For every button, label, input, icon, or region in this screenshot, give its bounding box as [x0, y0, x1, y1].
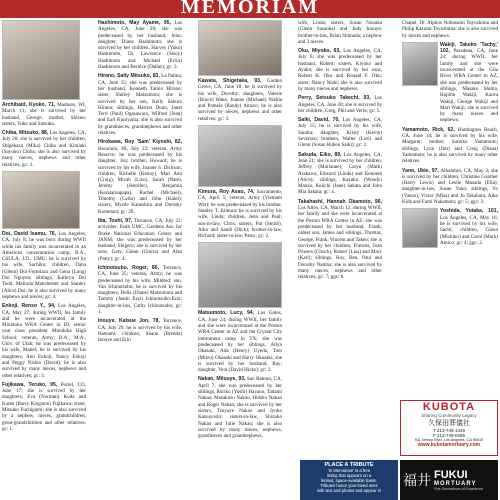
obituary-entry-with-photo	[402, 208, 498, 250]
obituary-column-3	[198, 20, 282, 442]
portrait-photo	[2, 20, 80, 100]
fukui-kanji: 福井	[403, 473, 431, 489]
obituary-text: Los Angeles, CA, June 21; she is survived by her children, Jeffrey (Marianne), Caryn (Mark) Arakawa, Edward (Linda) and Kenneth (Alice); siblings, Kazuko (Woody) Manzo, Keiichi (Jane) Sakata and John Mia Sakata; gc: 4.	[298, 151, 382, 196]
tribute-line: listing that appears on a	[326, 473, 372, 478]
obituary-entry	[440, 42, 498, 124]
kubota-address: 911 Venice Blvd. Los Angeles, CA 90015	[414, 438, 484, 442]
obituary-entry	[98, 139, 182, 215]
obituary-text: Madison, WI, March 11; she is survived by her husband, George; mother, Shizue; sisters, Yuko and Satsuko.	[2, 102, 86, 127]
kubota-brand: KUBOTA	[422, 401, 476, 413]
obituary-text: Torrance, CA, July 22; activities: Faith UMC, Gardena Ass. for Brake National Education Center and JANM; she was predeceased by her husband, Shigeru; she is survived by her sons, Gary, Glenn (Gloria) and Alan (Patty); gc: 4.	[98, 217, 182, 262]
obituary-text: Los Angeles, CA, June 28; she was predeceased by her husband, John; daughter, Diane Hashimoto; she is survived by her children, Harvey (Yuko) Hashimoto, Dr. Lawrence (Stacy) Hashimoto and Michael (Erica) Hashimoto and Bernice (Dallas); gc: 3.	[98, 20, 182, 71]
tribute-title: PLACE A TRIBUTE	[324, 462, 374, 468]
obituary-entry	[2, 102, 86, 127]
obituary-text: Los Gatos, CA, June 24; during WWII, her family and she were incarcerated at the Poston WRA Center in AZ and the Crystal City internment camp in TX; she was predeceased by her siblings, Allyn Okasaki, Ada (Henry) Uyeda, Tom (Mitzu) Okasaki and Harry Okasaki; she is survived by her husband, Ray; daughter, Vera (David Hicks); gc: 2.	[198, 310, 282, 374]
kubota-phone: T 213-749-1449	[433, 428, 465, 433]
obituary-entry	[298, 95, 382, 114]
obituary-entry	[402, 168, 498, 206]
kubota-fax: F 213-749-0265	[432, 433, 466, 438]
obituary-text: Honolulu, HI, July 22; veteran, Army Reserve; he was predeceased by his daughter, Jon; brother, Howard; he is survived by his wife, Joanne S. Dickson; children, Richelle (Kenny), Mari Ann (Craig), Micah (Lizo), Sarah (Nate), Jeremy (Jennifer), Benjamin (Keralarnapapa), Rachel (Michael), Timothy (Carla) and John (Kalei); sisters, Myrtle Kaneshiro and Dorothy Kometani; gc: 28.	[98, 145, 182, 215]
obituary-entry	[198, 376, 282, 439]
fukui-tagline: Five Generations of Experience	[434, 486, 484, 491]
obituary-name: Ichinotsubo, Roger, 86,	[98, 264, 160, 271]
obituary-name: Wakiji, Takeko 'Tachy,' 102,	[440, 41, 498, 55]
tribute-line: 'In Memoriam' is a free	[327, 468, 371, 473]
obituary-name: Archibald, Kyoko, 71,	[2, 102, 56, 108]
obituary-name: Fujikawa, Teruko, 95,	[2, 381, 58, 388]
portrait-photo	[198, 20, 282, 76]
obituary-entry	[98, 265, 182, 315]
obituary-entry	[198, 78, 282, 122]
obituary-name: Hirokawa, Roy 'Sam' Kiyoshi, 82,	[98, 139, 182, 146]
obituary-text: Sacramento, CA, April 5; veteran, Army (Vietnam War); he was predeceased by his brother, Stanley T. Kimura; he is survived by his wife, Linda; children, Jenn and Paul; son-in-law, Chris; sisters, Pat (Smith), Aiko and Sandi (Dick); brother-in-law, Richard; sister-in-law, Patsy; gc: 2.	[198, 189, 282, 240]
masthead-title: MEMORIAM	[180, 0, 320, 18]
obituary-name: Yamamoto, Rick, 62,	[402, 126, 455, 133]
obituary-entry	[298, 117, 382, 148]
obituary-text: San Ramon, CA, April 7; she was predeceased by her siblings, Ruriko (Yoshi) Hayano, Tadami Nakao, Masakazu Nakao, Hidsko Nakao and Roger Nakao; she is survived by her sisters, Tsuyaye Nakao and Iyoko Katsuyoshi; sisters-in-law, Shizuko Nakao and Julie Nakao; she is also survived by many nieces, nephews, grandnieces and grandnephews.	[198, 376, 282, 440]
kubota-tagline: Sharing Community Legacy	[421, 413, 477, 418]
obituary-text: Torrance, CA, July 29; he is survived by his wife, Hatsumi; children, Shaun (Brenda) Inouye and Erin	[98, 318, 182, 344]
obituary-name: Matsumoto, Lucy, 94,	[198, 310, 255, 317]
obituary-name: Hashimoto, May Ayame, 95,	[98, 20, 171, 26]
tribute-line: with text and photos and appear in	[316, 488, 382, 493]
portrait-photo	[198, 125, 282, 187]
obituary-entry	[98, 20, 182, 70]
obituary-name: Oku, Miyoko, 93,	[298, 48, 341, 55]
obituary-name: Saiki, David, 70,	[298, 117, 340, 124]
obituary-name: Enkoji, Renso Y., 94,	[2, 303, 56, 310]
obituary-text: Los Angeles, CA, May 16; he is survived by his wife, Sachi; children, Glenn (Michiko) and Carol (Mark) Amico; gc: 4; ggc: 2.	[440, 214, 498, 246]
obituary-text: Los Angeles, CA, July 8; he was born during WWII while his family was incarcerated in an American concentration camp; B.A., CSULA, J.D., UMU; he is survived by his wife, Sachiko; children, Dana (Glenn) Doi-Fortolazo and Gena (Long) Doi Nguyen; siblings, Kathryn Doi Todd, Melinda Manchester and Stanley (Alice) Doi; he is also survived by many nephews and nieces; gc: 4.	[2, 230, 86, 300]
obituary-entry	[402, 20, 498, 39]
obituary-name: Doi, David Isamu, 76,	[2, 230, 57, 237]
obituary-text: Los Angeles, CA, May 27; during WWII, his family and he were incarcerated at the Minidoka WRA Center in ID; senior year class president Minidoka High School; veteran, Army; B.A., M.A., Univ. of Utah; he was predeceased by his wife, Mabel; he is survived by his daughters, Ann Enkoji, Nancy Enkoji and Peggy Nishio (David); he is also survived by many nieces, nephews and other relatives; gc: 3.	[2, 303, 86, 379]
obituary-entry	[98, 73, 182, 136]
obituary-entry	[2, 130, 86, 168]
obituary-entry	[2, 382, 86, 432]
masthead-banner	[0, 0, 500, 18]
obituary-text: Portel, CO, June 17; she is survived by her daughters, Eva (Norman) Koda and Karen (Barry Kingston) Fujikawa; sister, Mitsuko Fuchigami; she is also survived by a nephew, nieces, grandchildren, great-grandchildren and other relatives; gc: 1.	[2, 381, 86, 432]
fukui-subtitle: MORTUARY	[434, 480, 477, 487]
obituary-column-5	[402, 20, 498, 250]
obituary-name: Yano, Ukie, 97,	[402, 167, 439, 174]
tribute-line: limited, space-available basis.	[321, 478, 377, 483]
obituary-text: Pasadena, CA, June 24; during WWII, her family and she were incarcerated at the Gila River WRA Center in AZ; she was predeceased by her siblings, Masako Shima, Hajime Wakiji, Kaoru Wakiji, George Wakiji and Mari Wakiji; she is survived by many nieces and nephews.	[440, 48, 498, 124]
obituary-text: Alhambra, CA, May 3; she is survived by her children, Christine Gunther (Harry Lewis) and Leslie Masada (Ella); daughter-in-law, Susan Yano; siblings, Yo (Yasuo), Victor (Misa) and Jo Takahara, Aiko Kida and Fumi Nakamoto; gc: 5; ggc: 3.	[402, 167, 498, 206]
obituary-name: Perry, Setsuko Takechi, 93,	[298, 95, 371, 102]
obituary-entry	[198, 189, 282, 239]
obituary-text: Los Angeles, CA, July 6; she was predeceased by her husband, Robert; sisters, Kiyoko and Ayako; she is survived by her sons, Robert K. Oku and Ronald F. Oku; sister, Nancy Nishi; she is also survived by many nieces and nephews.	[298, 48, 382, 92]
obituary-entry	[298, 20, 382, 45]
obituary-name: Nakao, Mitsuye, 93,	[198, 376, 246, 383]
fukui-mortuary-ad	[400, 460, 498, 500]
fukui-brand: FUKUI	[434, 468, 468, 481]
obituary-entry-with-photo	[402, 42, 498, 127]
portrait-photo	[402, 208, 438, 248]
obituary-name: Yoshida, Yutaka, 101,	[440, 208, 498, 215]
obituary-text: Chapel, Dr. Alphos Nobusumi Toyoshima and Philip Kazumi Toyoshima; she is also survived by nieces and nephews.	[402, 20, 498, 39]
kubota-mortuary-ad	[400, 400, 498, 456]
obituary-name: Inouye, Katsue Jon, 78,	[98, 318, 160, 325]
obituary-text: Los Altos, CA, March 12; during WWII, her family and she were incarcerated at the Poston WRA Center in AZ; she was predeceased by her husband, Frank; oldest son, James and siblings, Thomas, George, Frank, Vincent and Takeo; she is survived by her children, Frances, Joan Powers (Chuck), Robert (Lisa) and Mary (Karl); siblings, Roy, Ben, Paul and Dorothy Namba; she is also survived by many nieces, nephews and other relatives; gc: 7; ggc: 6.	[298, 205, 382, 281]
obituary-entry	[2, 303, 86, 379]
obituary-name: Sakuda, Eiko, 89,	[298, 151, 342, 158]
obituary-entry	[298, 199, 382, 281]
obituary-entry	[440, 208, 498, 247]
obituary-name: Takahashi, Hannah Okamoto, 96,	[298, 198, 382, 205]
obituary-entry	[298, 152, 382, 196]
obituary-name: Kawata, Shigetaka, 93,	[198, 78, 262, 84]
portrait-photo	[2, 171, 80, 229]
obituary-text: Huntington Beach, CA, June 14; he is survived by his wife, Margaret; mother, Sumiko Yamamoto; siblings, Lynn (Jim) and Craig (Diana) Yamamoto; he is also survived by many other relatives.	[402, 126, 498, 165]
obituary-name: Iba, Toshi, 97,	[98, 217, 133, 224]
place-tribute-ad	[300, 460, 398, 500]
obituary-entry	[298, 48, 382, 92]
obituary-column-2	[98, 20, 182, 347]
obituary-name: Hirano, Sally Mitsuko, 83,	[98, 73, 160, 80]
obituary-text: Torrance, CA, June 25; veteran, Army; he was predeceased by his wife, Mildred; son, Van Ichinotsubo; he is survived by his daughters, Della (Diane) Matsumura and Tammy (Justin Ezzi) Ichinotsubo-Ezzi; daughter-in-law, Cathy Ichinotsubo; gc: 1.	[98, 264, 182, 316]
obituary-name: Chiba, Mitsuko, 88,	[2, 130, 49, 137]
obituary-text: wife, Linda; sisters, Susan Nonaka (Glenn Sasaoka) and Judy Inouye; brother-in-law, Brian Shimada; a nephew and 3 nieces.	[298, 20, 383, 45]
kubota-kanji: 久保田葬儀社	[428, 420, 470, 427]
obituary-column-4	[298, 20, 382, 284]
obituary-entry	[98, 218, 182, 262]
kubota-website: www.kubotamortuary.com	[417, 442, 481, 448]
obituary-column-1	[2, 20, 86, 435]
tribute-line: Tributes honor your loved ones	[320, 483, 378, 488]
portrait-photo	[402, 42, 438, 86]
obituary-entry	[198, 310, 282, 373]
obituary-entry	[2, 231, 86, 300]
obituary-entry	[402, 127, 498, 165]
obituary-text: Los Angeles, CA, June 20; she is survived by her children, Greg, Phil and Verla; gc: 5.	[298, 95, 382, 114]
obituary-text: Los Angeles, CA, July 15; he is survived by his wife, Sandra; daughter, Kristy (Kevin) Severson; brothers, Walter (Lori) and Glenn (Susan Ruben Saiki); gc: 2.	[298, 117, 382, 149]
obituary-entry	[98, 318, 182, 343]
obituary-text: La Palma, CA, June 15; she was predeceased by her husband, Kenneth Tamio Hirano; sister, Shirley Matsumoto; she is survived by her son, Kelly Saburo Hirano; siblings, Harriet Dunn, Janet Terri (Paul) Ogasawara, Wilfred (Jean) and Earl Kuniyama; she is also survived by grandnieces, grandnephews and other relatives.	[98, 73, 182, 137]
obituary-name: Kimura, Roy Asao, 74,	[198, 189, 255, 196]
obituary-text: Garden Grove, CA, June 18; he is survived by his wife, Dorothy; daughters, Valerie (Bruce) Wake, Joanne (Michael) Niebla and Pamela (Randy) Amuro; he is also survived by nieces, nephews and other relatives; gc: 3.	[198, 78, 282, 122]
portrait-photo	[198, 242, 282, 308]
obituary-text: Los Angeles, CA, July 20; she is survived by her children, Shigekazu (Mika) Chiba and Kimiaki (Sayoko) Chiba; she is also survived by many nieces, nephews and other relatives; gc: 3.	[2, 130, 86, 168]
